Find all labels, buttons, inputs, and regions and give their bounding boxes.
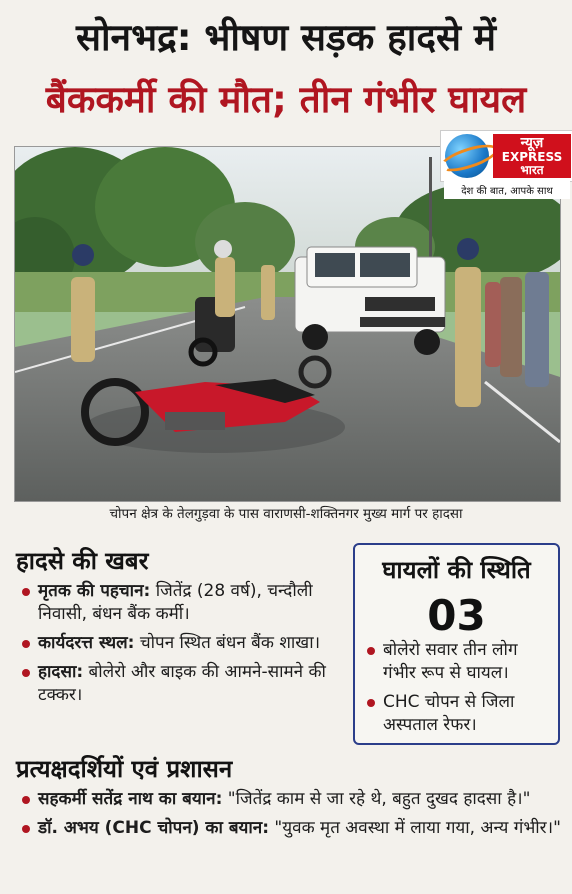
news-section-title: हादसे की खबर [16,547,149,575]
bullet-icon [367,699,375,707]
bullet-icon [22,588,30,596]
item-text: बोलेरो सवार तीन लोग गंभीर रूप से घायल। [383,640,518,683]
news-express-bharat-logo [440,130,572,200]
item-text: चोपन स्थित बंधन बैंक शाखा। [134,633,321,653]
item-key: डॉ. अभय (CHC चोपन) का बयान: [38,818,270,838]
injured-list [363,639,553,743]
globe-icon [445,134,489,178]
list-item [18,580,348,626]
bullet-icon [22,640,30,648]
item-text: CHC चोपन से जिला अस्पताल रेफर। [383,692,515,735]
list-item [18,817,563,840]
item-text: "जितेंद्र काम से जा रहे थे, बहुत दुखद हादसा है।" [222,789,531,809]
item-text: "युवक मृत अवस्था में लाया गया, अन्य गंभीर।" [269,818,561,838]
witness-section-title: प्रत्यक्षदर्शियों एवं प्रशासन [16,755,233,783]
bullet-icon [22,669,30,677]
item-text: जितेंद्र (28 वर्ष), चन्दौली निवासी, बंधन बैंक कर्मी। [38,581,313,624]
item-key: सहकर्मी सतेंद्र नाथ का बयान: [38,789,223,809]
bullet-icon [22,825,30,833]
logo-line-1: न्यूज़ [520,135,544,151]
item-key: मृतक की पहचान: [38,581,151,601]
item-key: हादसा: [38,662,84,682]
injured-count: 03 [427,591,486,640]
photo-caption: चोपन क्षेत्र के तेलगुड़वा के पास वाराणसी-शक्तिनगर मुख्य मार्ग पर हादसा [109,506,463,522]
logo-tagline: देश की बात, आपके साथ [444,181,570,199]
bullet-icon [367,647,375,655]
injured-title: घायलों की स्थिति [382,556,531,584]
witness-list [18,788,563,846]
list-item [363,691,553,737]
bullet-icon [22,796,30,804]
injured-status-box [353,543,560,745]
news-list [18,580,348,713]
item-text: बोलेरो और बाइक की आमने-सामने की टक्कर। [38,662,326,705]
list-item [18,788,563,811]
list-item [363,639,553,685]
item-key: कार्यदरत्त स्थल: [38,633,135,653]
headline-line-1: सोनभद्र: भीषण सड़क हादसे में [75,16,497,59]
logo-line-3: भारत [520,163,544,177]
headline-line-2: बैंककर्मी की मौत; तीन गंभीर घायल [45,78,527,121]
logo-line-2: EXPRESS [501,150,563,164]
list-item [18,661,348,707]
list-item [18,632,348,655]
